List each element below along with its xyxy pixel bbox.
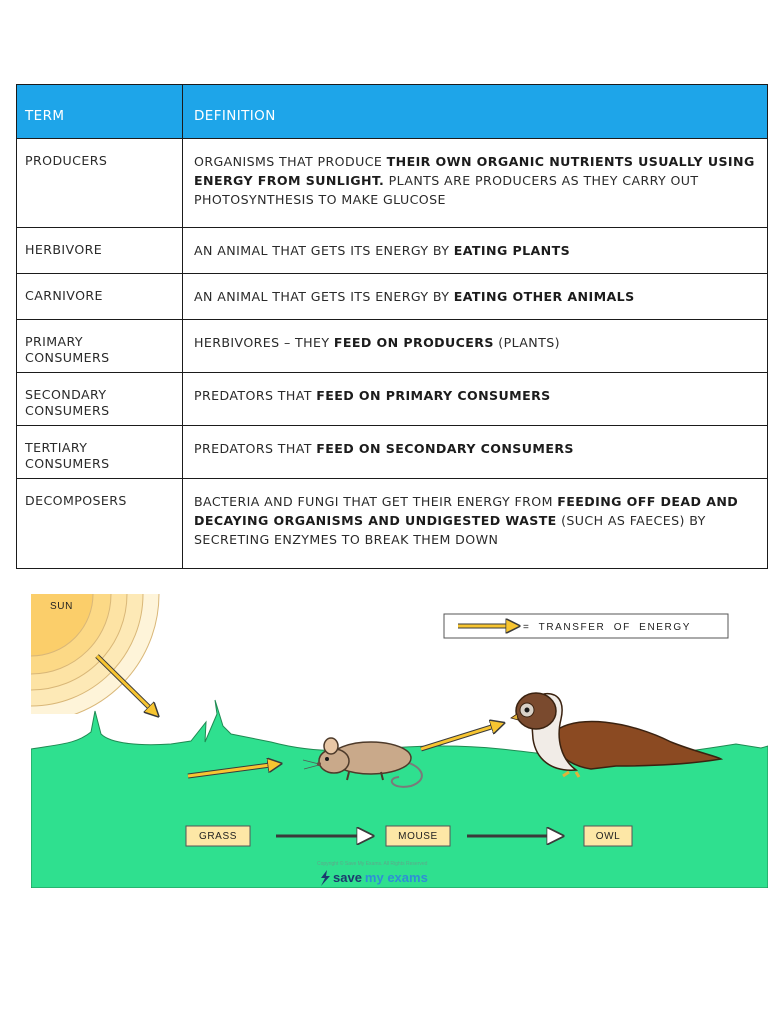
term-cell [17, 274, 183, 320]
sun-label: SUN [50, 601, 73, 612]
term-cell [17, 373, 183, 426]
definition-cell [183, 373, 768, 426]
term-column-header: TERM [17, 85, 183, 139]
definition-text: (PLANTS) [493, 335, 560, 350]
grass-field [31, 700, 768, 888]
term-text: DECOMPOSERS [25, 493, 127, 508]
definition-text: PREDATORS THAT [194, 441, 317, 456]
definition-text: BACTERIA AND FUNGI THAT GET THEIR ENERGY FROM [194, 494, 558, 509]
sun-icon [31, 594, 159, 722]
copyright-text: Copyright © Save My Exams. All Rights Reserved [317, 861, 428, 867]
definition-text: PREDATORS THAT [194, 388, 317, 403]
term-text: PRODUCERS [25, 153, 108, 168]
table-row [17, 320, 768, 373]
definition-keyword: THEIR OWN ORGANIC NUTRIENTS USUALLY USING ENERGY FROM SUNLIGHT. [194, 154, 755, 188]
definition-text: HERBIVORES – THEY [194, 335, 334, 350]
term-cell [17, 228, 183, 274]
table-row [17, 426, 768, 479]
brand-logo: save my exams [333, 870, 428, 885]
definition-keyword: EATING PLANTS [453, 243, 571, 258]
definition-text: AN ANIMAL THAT GETS ITS ENERGY BY [194, 243, 454, 258]
term-text: HERBIVORE [25, 242, 103, 257]
legend-label: = TRANSFER OF ENERGY [523, 622, 692, 633]
term-text: CONSUMERS [25, 403, 110, 418]
energy-arrow-mouse-owl [421, 724, 501, 749]
definition-keyword: FEEDING OFF DEAD AND DECAYING ORGANISMS AND UNDIGESTED WASTE [194, 494, 739, 528]
definition-text: ORGANISMS THAT PRODUCE [194, 154, 387, 169]
chain-label-mouse: MOUSE [398, 831, 438, 842]
table-row [17, 274, 768, 320]
definition-keyword: FEED ON PRODUCERS [333, 335, 494, 350]
definition-column-header: DEFINITION [183, 85, 768, 139]
table-row [17, 228, 768, 274]
definition-text: (SUCH AS FAECES) BY SECRETING ENZYMES TO BREAK THEM DOWN [194, 513, 706, 547]
definition-text: PLANTS ARE PRODUCERS AS THEY CARRY OUT PHOTOSYNTHESIS TO MAKE GLUCOSE [194, 173, 699, 207]
definition-cell [183, 139, 768, 228]
term-text: CONSUMERS [25, 350, 110, 365]
term-text: CONSUMERS [25, 456, 110, 471]
food-chain-illustration [31, 594, 768, 888]
term-text: CARNIVORE [25, 288, 103, 303]
food-chain-svg [31, 594, 768, 888]
table-row [17, 373, 768, 426]
definition-text: AN ANIMAL THAT GETS ITS ENERGY BY [194, 289, 454, 304]
definition-keyword: EATING OTHER ANIMALS [453, 289, 635, 304]
term-text: TERTIARY [25, 440, 88, 455]
term-text: PRIMARY [25, 334, 83, 349]
chain-label-grass: GRASS [198, 831, 238, 842]
table-row [17, 479, 768, 569]
term-cell [17, 479, 183, 569]
definition-cell [183, 479, 768, 569]
term-cell [17, 320, 183, 373]
table-header-row [17, 85, 768, 139]
chain-label-owl: OWL [595, 831, 621, 842]
definition-keyword: FEED ON PRIMARY CONSUMERS [316, 388, 551, 403]
definitions-table [16, 84, 768, 569]
definition-cell [183, 274, 768, 320]
definition-keyword: FEED ON SECONDARY CONSUMERS [316, 441, 574, 456]
table-body [17, 139, 768, 569]
definition-cell [183, 228, 768, 274]
table-row [17, 139, 768, 228]
definition-cell [183, 320, 768, 373]
term-cell [17, 426, 183, 479]
term-text: SECONDARY [25, 387, 107, 402]
term-cell [17, 139, 183, 228]
definition-cell [183, 426, 768, 479]
